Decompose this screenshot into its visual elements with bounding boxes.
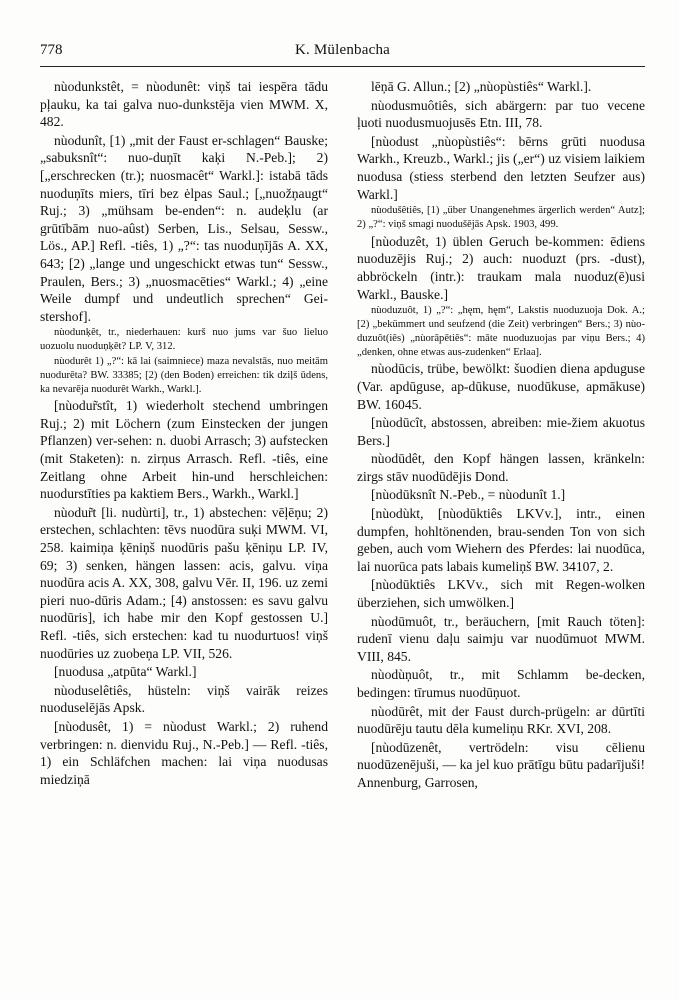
dictionary-entry: nùodušêtiês, [1) „über Unangenehmes ärgerlich werden“ Autz]; 2) „?“: viņš smagi nuodušējās Apsk. 1903, 499.	[357, 205, 645, 230]
dictionary-entry: lēņā G. Allun.; [2) „nùopùstiês“ Warkl.].	[371, 79, 592, 94]
header-rule	[40, 66, 645, 67]
dictionary-entry: [nùodūzenêt, vertrödeln: visu cēlienu nuodūzenējuši, — ka jel kuo prātīgu būtu padarījuši! Annenburg, Garrosen,	[357, 739, 645, 790]
dictionary-entry: [nùodur̃stît, 1) wiederholt stechend umbringen Ruj.; 2) mit Löchern (zum Einstecken der jungen Pflanzen) ver-sehen: n. duobi Arrasch; 3) aufstecken (mit Staketen): n. zirņus Arrasch. Refl. -tiês, eine Zeitlang ohne Arbeit hin-und herschleichen: nuodurstīties pa kaktiem Bers., Warkh., Warkl.]	[40, 398, 328, 502]
page-number: 778	[40, 42, 63, 58]
dictionary-entry: nùodūrêt, mit der Faust durch-prügeln: ar dūrtīti nuodūrēju tautu dēla kumeliņu RKr. XVI, 208.	[357, 703, 645, 737]
dictionary-entry: [nuodusa „atpūta“ Warkl.]	[54, 664, 197, 680]
left-column	[40, 78, 328, 789]
page-header	[40, 42, 645, 66]
dictionary-entry: nùodùņuôt, tr., mit Schlamm be-decken, bedingen: tīrumus nuodūņuot.	[357, 667, 645, 700]
dictionary-entry: [nùodusêt, 1) = nùodust Warkl.; 2) ruhend verbringen: n. dienvidu Ruj., N.-Peb.] — Refl. -tiês, 1) ein Schläfchen machen: lai viņa nuodusas miedziņā	[40, 718, 328, 787]
dictionary-entry: [nùodūktiês LKVv., sich mit Regen-wolken überziehen, sich umwölken.]	[357, 577, 645, 611]
dictionary-entry: nùodunît, [1) „mit der Faust er-schlagen“ Bauske; „sabuksnît“: nuo-duņīt kaķi N.-Peb.]; 2) [„erschrecken (tr.); nuosmacêt“ Warkl.]: istabā tāds nuoduņīts miers, tīri bez ėlpas Saul.; [„nuožņaugt“ Ruj.; 3) „mühsam be-enden“: n. audeķlu (ar grūtībām nuo-aûst) Serben, Lis., Selsau, Sessw., Lös., AP.] Refl. -tiês, 1) „?“: tas nuoduņījās A. XX, 643; [2) „lange und ungeschickt etwas tun“ Sessw., Praulen, Bers.; 3) „nuosmacēties“ Warkl.; 4) „eine Weile dumpf und undeutlich sprechen“ Gei-stershof].	[40, 132, 328, 324]
dictionary-entry: nùodūmuôt, tr., beräuchern, [mit Rauch töten]: rudenī vienu daļu saimju var nuodūmuot MWM. VIII, 845.	[357, 613, 645, 664]
dictionary-entry: [nùodust „nùopùstiês“: bērns grūti nuodusa Warkh., Kreuzb., Warkl.; jis („er“) uz visiem laikiem nuodusa (stiess sterbend den letzten Seufzer aus) Warkl.]	[357, 133, 645, 202]
dictionary-entry: [nùoduzêt, 1) üblen Geruch be-kommen: ēdiens nuoduzējis Ruj.; 2) auch: nuoduzt (prs. -dust), abbröckeln (intr.): traukam mala nuoduz(ē)usi Warkl., Bauske.]	[357, 233, 645, 302]
dictionary-entry: nùodunkstêt, = nùodunêt: viņš tai iespēra tādu pļauku, ka tai galva nuo-dunkstēja vien MWM. X, 482.	[40, 79, 328, 130]
dictionary-entry: [nùodùkt, [nùodūktiês LKVv.], intr., einen dumpfen, hohltönenden, brau-senden Ton von sich geben, auch vom Wiehern des Pferdes: lai nuodūca, lai nuorūca pats labais kumeliņš BW. 34107, 2.	[357, 506, 645, 574]
dictionary-entry: nùodūdêt, den Kopf hängen lassen, kränkeln: zirgs stāv nuodūdējis Dond.	[357, 451, 645, 484]
dictionary-entry: [nùodūcît, abstossen, abreiben: mie-žiem akuotus Bers.]	[357, 415, 645, 448]
dictionary-entry: nùodur̃t [li. nudùrti], tr., 1) abstechen: vēļēņu; 2) erstechen, schlachten: tēvs nuodūra suķi MWM. VI, 258. kaimiņa ķēniņš nuodūris pašu ķēniņu LP. IV, 69; 3) senken, hängen lassen: acis, galvu. viņa nuodūra acis A. XX, 308, galvu Vēr. II, 196. uz zemi pieri nuo-dūris Adam.; [4) anstossen: es savu galvu nuodūris], ich habe mir den Kopf gestossen U.] Refl. -tiês, sich erstechen: kad tu nuodurtuos! viņš nuodūries uz zuobeņa LP. VII, 526.	[40, 504, 328, 661]
running-head-author: K. Mülenbacha	[294, 42, 391, 58]
dictionary-entry: nùodusmuôtiês, sich abärgern: par tuo vecene ļuoti nuodusmuojusēs Etn. III, 78.	[357, 97, 645, 131]
dictionary-entry: nùodunķêt, tr., niederhauen: kurš nuo jums var šuo lieluo uozuolu nuoduņķēt? LP. V, 312.	[40, 327, 328, 353]
dictionary-entry: nùodūcis, trübe, bewölkt: šuodien diena apduguse (Var. apdūguse, ap-dūkuse, nuodūkuse, apmākuse) BW. 16045.	[357, 361, 645, 412]
dictionary-entry: nùoduselêtiês, hüsteln: viņš vairāk reizes nuoduselējās Apsk.	[40, 682, 328, 716]
dictionary-entry: [nùodūksnît N.-Peb., = nùodunît 1.]	[371, 487, 566, 503]
dictionary-entry: nùoduzuôt, 1) „?“: „hęm, hęm“, Lakstis nuoduzuoja Dok. A.; [2) „bekümmert und seufzend (die Zeit) verbringen“ Bers.; 3) nùo-duzuôt(iês) „nùorāpētiês“: māte nuoduzuojas par viņu Bers.; 4) „denken, ohne etwas aus-zudenken“ Erlaa].	[357, 305, 645, 358]
right-column	[357, 78, 645, 793]
dictionary-entry: nùodurêt 1) „?“: kā lai (saimniece) maza nevalstās, nuo meitām nuodurēta? BW. 33385; [2) (den Boden) erreichen: tik dziļš ūdens, ka nevarēja nuodurêt Warkh., Warkl.].	[40, 355, 328, 395]
